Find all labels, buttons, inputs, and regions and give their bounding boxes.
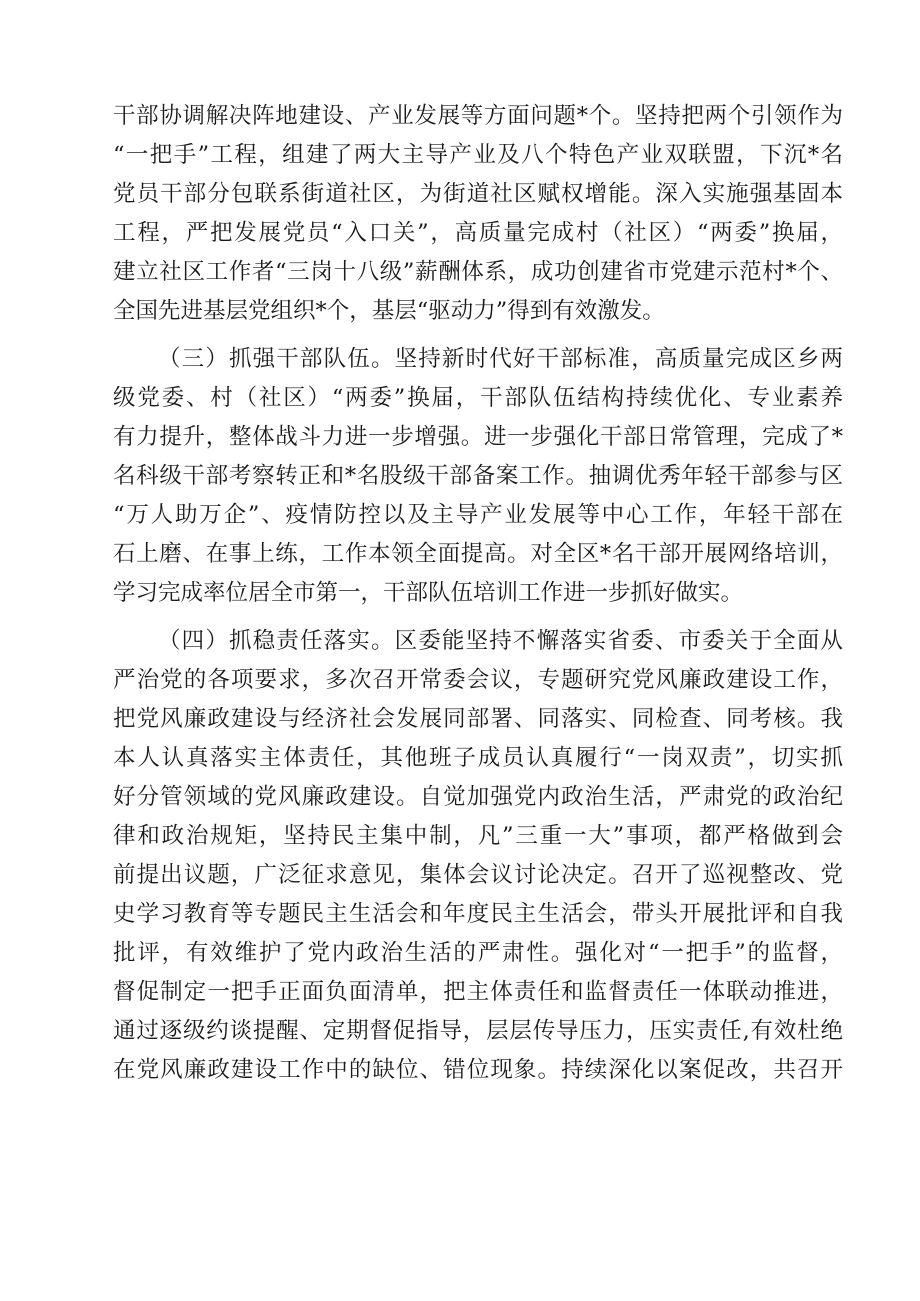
text-line: 史学习教育等专题民主生活会和年度民主生活会，带头开展批评和自我 bbox=[113, 901, 843, 927]
text-line: “一把手”工程，组建了两大主导产业及八个特色产业双联盟，下沉*名 bbox=[113, 142, 843, 168]
text-line: 学习完成率位居全市第一，干部队伍培训工作进一步抓好做实。 bbox=[113, 580, 744, 606]
text-line: 建立社区工作者“三岗十八级”薪酬体系，成功创建省市党建示范村*个、 bbox=[113, 259, 843, 285]
text-line: 干部协调解决阵地建设、产业发展等方面问题*个。坚持把两个引领作为 bbox=[113, 103, 843, 129]
text-line: 党员干部分包联系街道社区，为街道社区赋权增能。深入实施强基固本 bbox=[113, 181, 843, 207]
text-line: 工程，严把发展党员“入口关”，高质量完成村（社区）“两委”换届， bbox=[113, 220, 843, 246]
text-line: 石上磨、在事上练，工作本领全面提高。对全区*名干部开展网络培训， bbox=[113, 541, 843, 567]
text-line: 前提出议题，广泛征求意见，集体会议讨论决定。召开了巡视整改、党 bbox=[113, 862, 843, 888]
section-heading-line: （四）抓稳责任落实。区委能坚持不懈落实省委、市委关于全面从 bbox=[158, 628, 843, 654]
paragraph-party-building-continued bbox=[113, 97, 843, 331]
paragraph-responsibility bbox=[113, 622, 843, 1090]
text-line: “万人助万企”、疫情防控以及主导产业发展等中心工作，年轻干部在 bbox=[113, 502, 843, 528]
text-line: 级党委、村（社区）“两委”换届，干部队伍结构持续优化、专业素养 bbox=[113, 385, 843, 411]
text-line: 律和政治规矩，坚持民主集中制，凡”三重一大”事项，都严格做到会 bbox=[113, 823, 843, 849]
text-line: 有力提升，整体战斗力进一步增强。进一步强化干部日常管理，完成了* bbox=[113, 424, 843, 450]
text-line: 通过逐级约谈提醒、定期督促指导，层层传导压力，压实责任,有效杜绝 bbox=[113, 1018, 843, 1044]
text-line: 名科级干部考察转正和*名股级干部备案工作。抽调优秀年轻干部参与区 bbox=[113, 463, 843, 489]
paragraph-cadre-team bbox=[113, 340, 843, 613]
document-body bbox=[113, 97, 843, 1090]
text-line: 本人认真落实主体责任，其他班子成员认真履行“一岗双责”，切实抓 bbox=[113, 745, 843, 771]
text-line: 督促制定一把手正面负面清单，把主体责任和监督责任一体联动推进， bbox=[113, 979, 843, 1005]
text-line: 好分管领域的党风廉政建设。自觉加强党内政治生活，严肃党的政治纪 bbox=[113, 784, 843, 810]
text-line: 批评，有效维护了党内政治生活的严肃性。强化对“一把手”的监督， bbox=[113, 940, 843, 966]
text-line: 在党风廉政建设工作中的缺位、错位现象。持续深化以案促改，共召开 bbox=[113, 1057, 843, 1083]
text-line: 把党风廉政建设与经济社会发展同部署、同落实、同检查、同考核。我 bbox=[113, 706, 843, 732]
text-line: 严治党的各项要求，多次召开常委会议，专题研究党风廉政建设工作， bbox=[113, 667, 843, 693]
section-heading-line: （三）抓强干部队伍。坚持新时代好干部标准，高质量完成区乡两 bbox=[158, 346, 843, 372]
text-line: 全国先进基层党组织*个，基层“驱动力”得到有效激发。 bbox=[113, 298, 665, 324]
